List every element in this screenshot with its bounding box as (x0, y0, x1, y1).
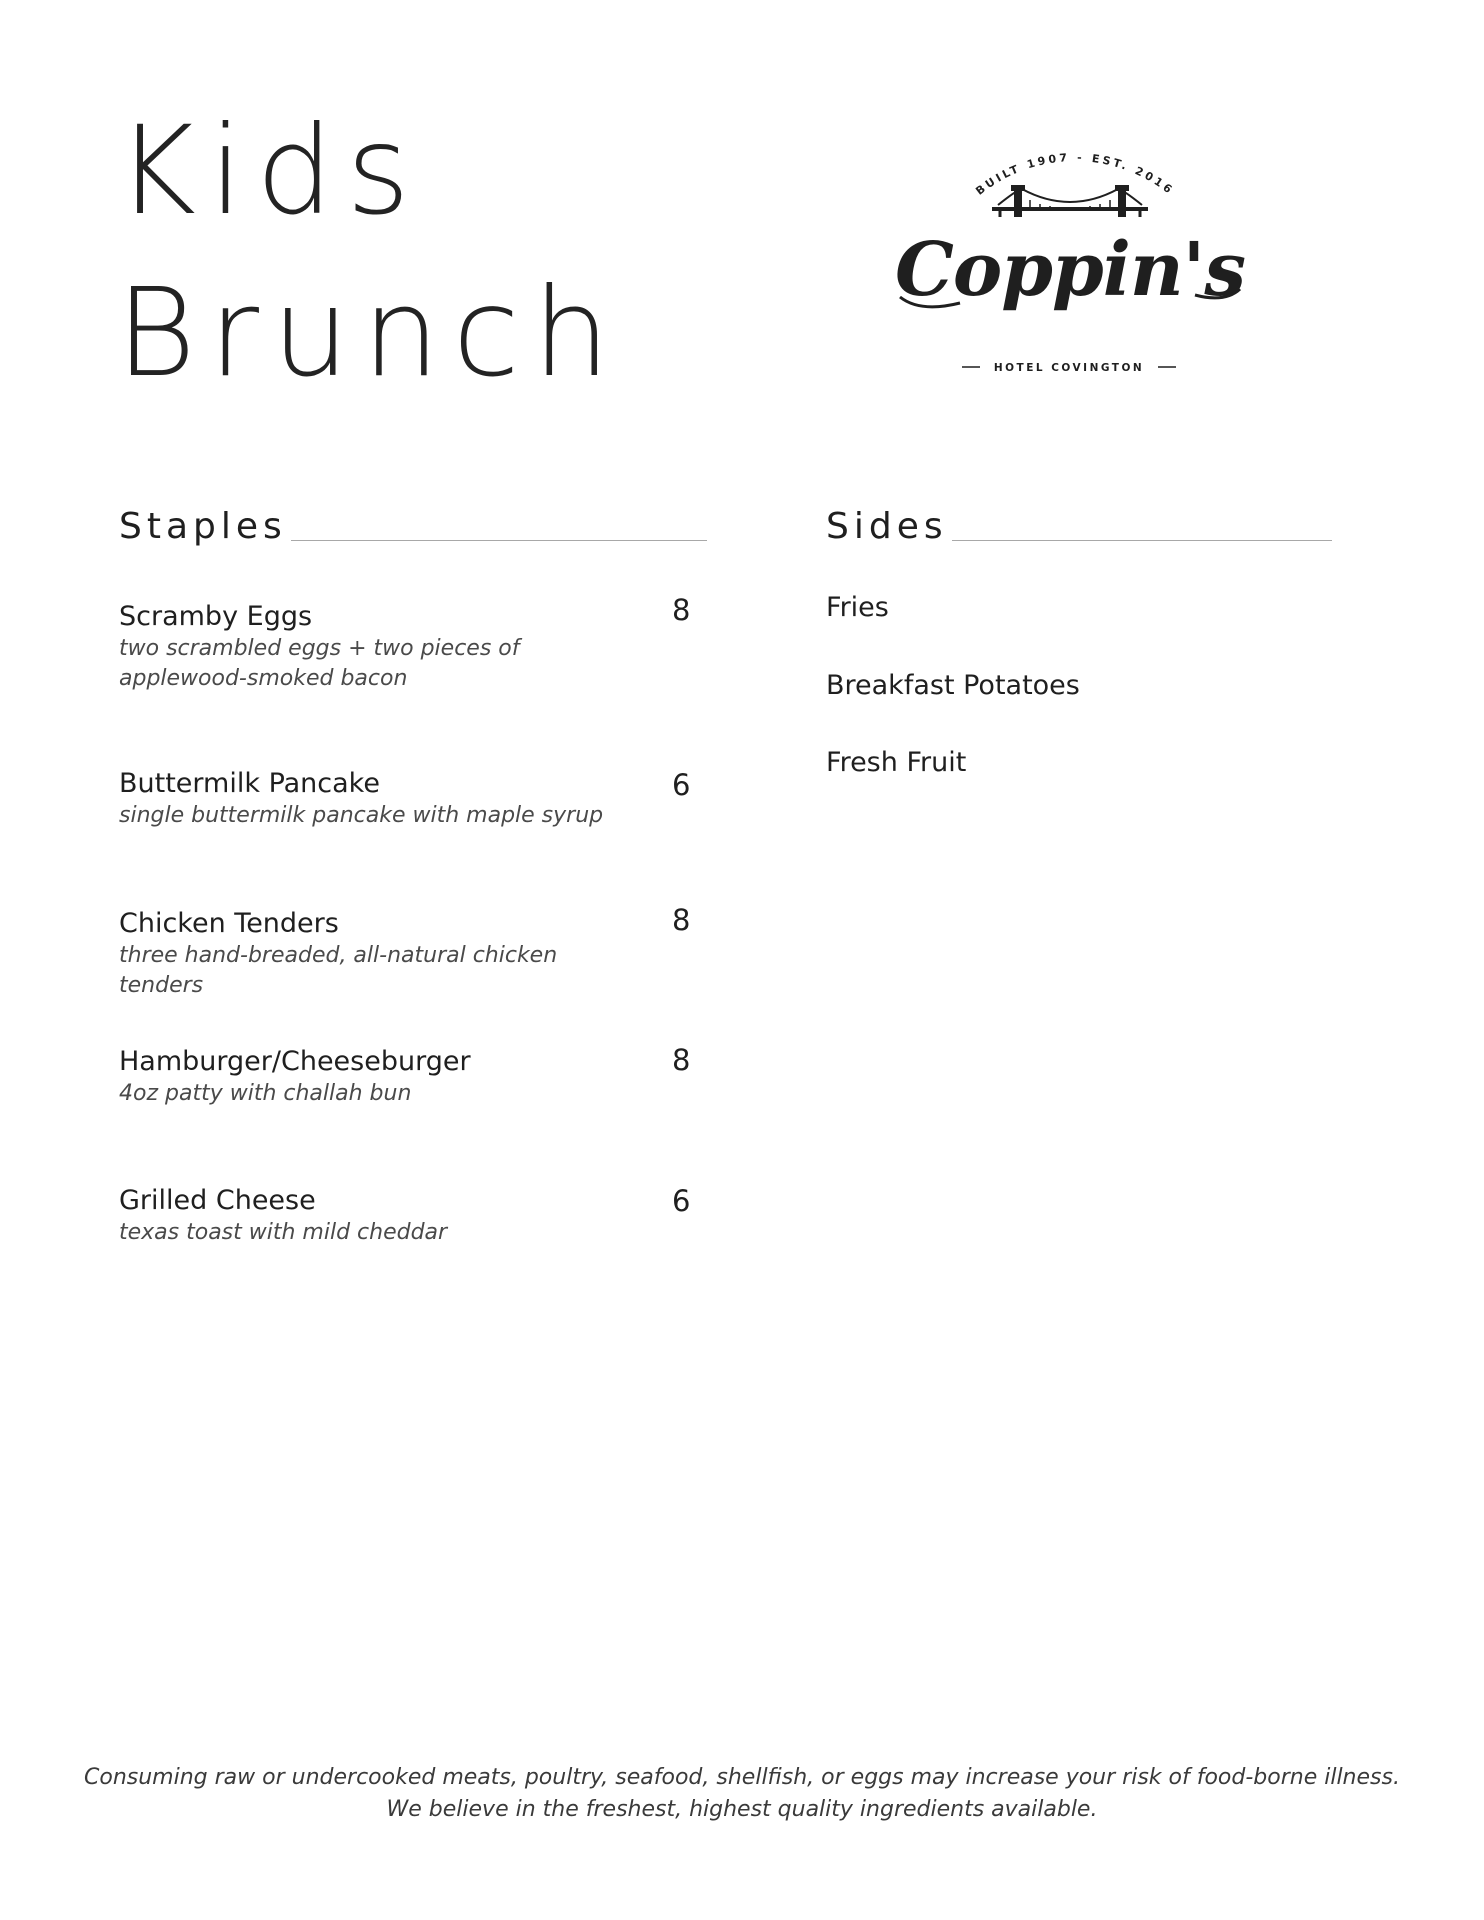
footer-line: We believe in the freshest, highest quality ingredients available. (386, 1797, 1098, 1822)
logo-arc-text: BUILT 1907 - EST. 2016 (973, 151, 1177, 198)
logo-script-text: Coppin's (895, 227, 1245, 313)
staples-heading (119, 506, 707, 547)
staples-heading-rule (291, 540, 707, 541)
menu-item-desc (119, 634, 639, 694)
menu-item-desc-line: 4oz patty with challah bun (119, 1081, 412, 1106)
menu-item-name: Hamburger/Cheeseburger (119, 1046, 471, 1077)
menu-item-chicken-tenders (119, 907, 699, 1001)
menu-item-price: 6 (672, 768, 691, 802)
menu-item-desc (119, 941, 639, 1001)
menu-item-name: Buttermilk Pancake (119, 768, 380, 799)
menu-item-scramby-eggs (119, 600, 699, 694)
menu-item-buttermilk-pancake (119, 767, 699, 831)
menu-item-desc-line: single buttermilk pancake with maple syrup (119, 803, 604, 828)
menu-item-desc (119, 1218, 639, 1248)
sides-heading-label: Sides (826, 506, 948, 547)
menu-item-desc (119, 801, 639, 831)
menu-item-name: Chicken Tenders (119, 908, 339, 939)
page-title-line1: Kids (116, 100, 423, 242)
menu-item-grilled-cheese (119, 1184, 699, 1248)
footer-line: Consuming raw or undercooked meats, poultry, seafood, shellfish, or eggs may increase your risk of food-borne illness. (84, 1765, 1400, 1790)
menu-item-desc-line: three hand-breaded, all-natural chicken tenders (119, 943, 558, 998)
footer-disclaimer (0, 1762, 1484, 1826)
menu-item-price: 8 (672, 1043, 691, 1077)
menu-item-name: Grilled Cheese (119, 1185, 316, 1216)
menu-item-desc (119, 1079, 639, 1109)
page-title (116, 90, 623, 414)
menu-item-desc-line: texas toast with mild cheddar (119, 1220, 448, 1245)
side-item: Fresh Fruit (826, 747, 967, 778)
menu-item-price: 8 (672, 593, 691, 627)
menu-item-name: Scramby Eggs (119, 601, 313, 632)
side-item: Fries (826, 592, 889, 623)
menu-item-desc-line: two scrambled eggs + two pieces of (119, 636, 520, 661)
menu-item-hamburger-cheeseburger (119, 1045, 699, 1109)
menu-item-desc-line: applewood-smoked bacon (119, 666, 408, 691)
side-item: Breakfast Potatoes (826, 670, 1080, 701)
menu-item-price: 6 (672, 1184, 691, 1218)
sides-heading (826, 506, 1332, 547)
coppins-logo (880, 145, 1260, 385)
bridge-icon (992, 185, 1148, 217)
staples-heading-label: Staples (119, 506, 287, 547)
logo-sub-text: HOTEL COVINGTON (993, 362, 1145, 374)
sides-heading-rule (952, 540, 1332, 541)
page-title-line2: Brunch (116, 262, 624, 404)
menu-item-price: 8 (672, 903, 691, 937)
